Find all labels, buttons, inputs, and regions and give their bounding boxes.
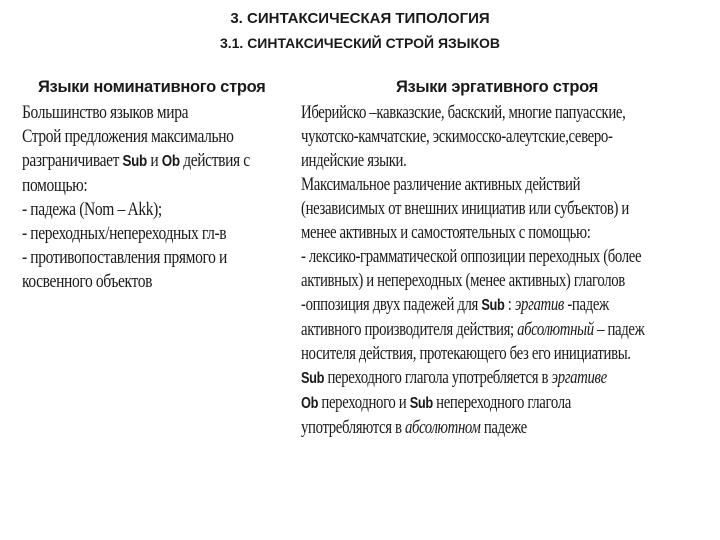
text-line: Иберийско –кавказские, баскский, многие папуасские, <box>301 103 626 123</box>
text-line: Максимальное различение активных действий <box>301 175 581 195</box>
text-line: помощью: <box>22 176 88 196</box>
slide-subtitle: 3.1. СИНТАКСИЧЕСКИЙ СТРОЙ ЯЗЫКОВ <box>219 35 501 51</box>
slide-header <box>0 9 720 52</box>
text-line: Большинство языков мира <box>22 103 189 123</box>
text-line: Строй предложения максимально <box>22 127 234 147</box>
sub-term: Sub <box>409 395 433 412</box>
ergative-column <box>301 76 705 440</box>
ob-term: Ob <box>161 153 180 170</box>
text-line: употребляются в абсолютном падеже <box>301 418 527 438</box>
absolutive-term: абсолютном <box>405 418 481 438</box>
text-line: индейские языки. <box>301 151 407 171</box>
ergative-term: эргатив <box>514 295 564 315</box>
text-line: косвенного объектов <box>22 272 153 292</box>
slide-title: 3. СИНТАКСИЧЕСКАЯ ТИПОЛОГИЯ <box>230 10 490 27</box>
ergative-term: эргативе <box>551 368 607 388</box>
sub-term: Sub <box>301 370 325 387</box>
sub-term: Sub <box>122 153 147 170</box>
ergative-heading: Языки эргативного строя <box>396 78 599 96</box>
text-line: - противопоставления прямого и <box>22 248 227 268</box>
text-line: -оппозиция двух падежей для Sub : эргатив -падеж <box>301 295 609 315</box>
nominative-heading: Языки номинативного строя <box>38 78 266 96</box>
text-line: - переходных/непереходных гл-в <box>22 224 227 244</box>
text-line: активного производителя действия; абсолютный – падеж <box>301 320 645 340</box>
sub-term: Sub <box>481 297 505 314</box>
text-line: носителя действия, протекающего без его инициативы. <box>301 344 631 364</box>
nominative-column <box>22 76 294 294</box>
text-line: - лексико-грамматической оппозиции переходных (более <box>301 247 642 267</box>
text-line: Sub переходного глагола употребляется в эргативе <box>301 368 607 388</box>
text-line: чукотско-камчатские, эскимосско-алеутские,северо- <box>301 127 613 147</box>
text-line: - падежа (Nom – Akk); <box>22 200 162 220</box>
text-line: (независимых от внешних инициатив или субъектов) и <box>301 199 629 219</box>
text-line: Ob переходного и Sub непереходного глагола <box>301 393 571 413</box>
text-line: разграничивает Sub и Ob действия с <box>22 151 250 171</box>
ob-term: Ob <box>301 395 319 412</box>
text-line: менее активных и самостоятельных с помощью: <box>301 223 591 243</box>
absolutive-term: абсолютный <box>517 320 594 340</box>
text-line: активных) и непереходных (менее активных) глаголов <box>301 271 625 291</box>
